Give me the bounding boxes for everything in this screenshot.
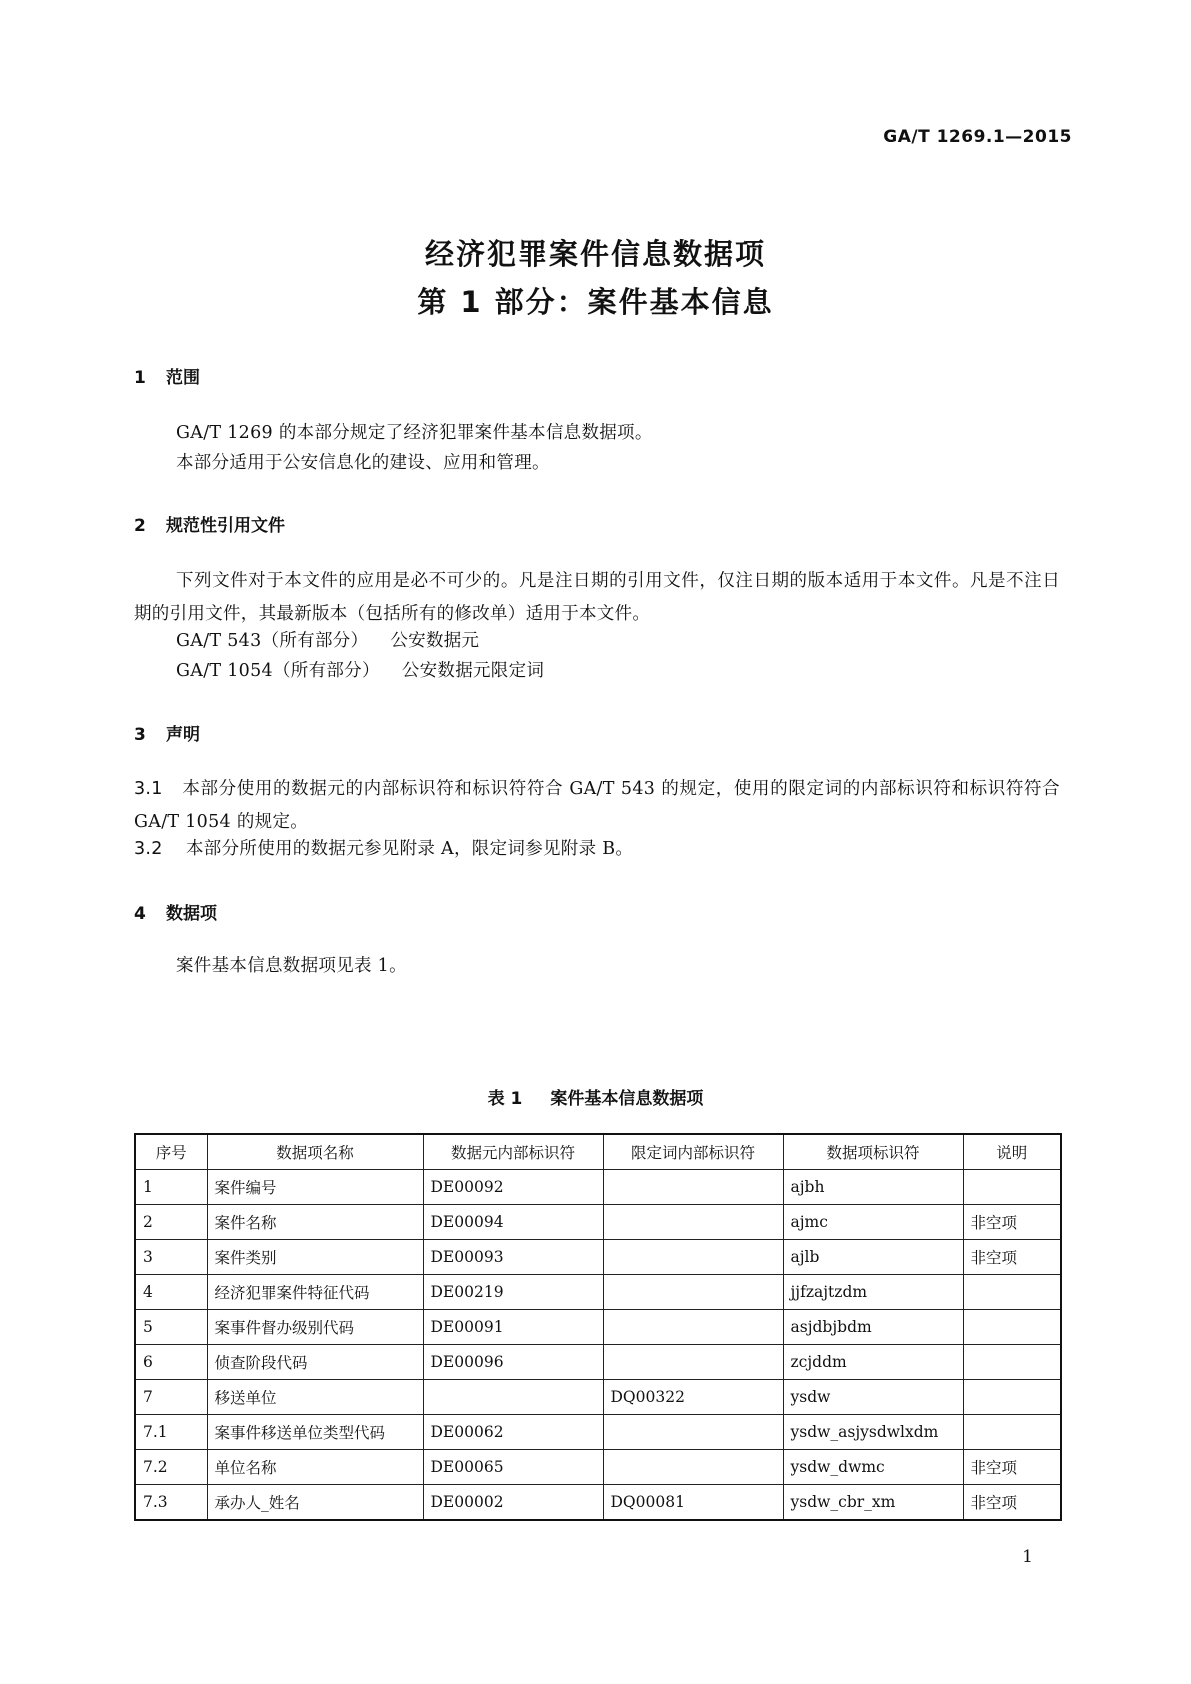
section-heading-data-items xyxy=(134,899,217,924)
declaration-clause-1 xyxy=(134,773,1060,839)
cell-id: ajlb xyxy=(783,1240,963,1275)
table-caption xyxy=(0,1084,1191,1109)
cell-seq: 5 xyxy=(135,1310,207,1345)
cell-name: 案事件督办级别代码 xyxy=(207,1310,423,1345)
section-title: 规范性引用文件 xyxy=(166,516,285,536)
cell-name: 案件类别 xyxy=(207,1240,423,1275)
cell-de: DE00093 xyxy=(423,1240,603,1275)
cell-note: 非空项 xyxy=(963,1205,1061,1240)
standard-code: GA/T 1269.1—2015 xyxy=(883,127,1072,147)
cell-seq: 4 xyxy=(135,1275,207,1310)
table-row xyxy=(135,1170,1061,1205)
clause-number: 3.1 xyxy=(134,779,163,799)
cell-id: ysdw_cbr_xm xyxy=(783,1485,963,1521)
cell-dq xyxy=(603,1345,783,1380)
section-number: 2 xyxy=(134,516,146,536)
column-header: 序号 xyxy=(135,1134,207,1170)
table-header-row xyxy=(135,1134,1061,1170)
cell-id: ajbh xyxy=(783,1170,963,1205)
normative-reference xyxy=(176,655,544,688)
table-row xyxy=(135,1240,1061,1275)
clause-text: 本部分使用的数据元的内部标识符和标识符符合 GA/T 543 的规定，使用的限定词的内部标识符和标识符符合 GA/T 1054 的规定。 xyxy=(134,779,1060,832)
cell-id: ysdw xyxy=(783,1380,963,1415)
cell-dq xyxy=(603,1310,783,1345)
cell-id: ajmc xyxy=(783,1205,963,1240)
table-caption-label: 表 1 xyxy=(487,1089,523,1109)
cell-id: ysdw_asjysdwlxdm xyxy=(783,1415,963,1450)
reference-code: GA/T 1054（所有部分） xyxy=(176,661,380,681)
table-row xyxy=(135,1205,1061,1240)
column-header: 数据元内部标识符 xyxy=(423,1134,603,1170)
cell-id: asjdbjbdm xyxy=(783,1310,963,1345)
cell-seq: 3 xyxy=(135,1240,207,1275)
table-row xyxy=(135,1415,1061,1450)
cell-seq: 7.1 xyxy=(135,1415,207,1450)
section-heading-normative xyxy=(134,511,285,536)
document-subtitle: 第 1 部分：案件基本信息 xyxy=(417,285,774,319)
normative-reference xyxy=(176,625,479,658)
cell-note: 非空项 xyxy=(963,1450,1061,1485)
cell-de xyxy=(423,1380,603,1415)
section-heading-scope xyxy=(134,363,200,388)
table-row xyxy=(135,1310,1061,1345)
cell-de: DE00002 xyxy=(423,1485,603,1521)
scope-paragraph-2: 本部分适用于公安信息化的建设、应用和管理。 xyxy=(176,453,550,473)
cell-name: 案事件移送单位类型代码 xyxy=(207,1415,423,1450)
cell-de: DE00094 xyxy=(423,1205,603,1240)
cell-dq: DQ00322 xyxy=(603,1380,783,1415)
reference-title: 公安数据元限定词 xyxy=(401,661,545,681)
cell-seq: 7.2 xyxy=(135,1450,207,1485)
section-number: 1 xyxy=(134,368,146,388)
cell-id: zcjddm xyxy=(783,1345,963,1380)
column-header: 数据项标识符 xyxy=(783,1134,963,1170)
cell-name: 侦查阶段代码 xyxy=(207,1345,423,1380)
cell-de: DE00219 xyxy=(423,1275,603,1310)
cell-dq xyxy=(603,1275,783,1310)
table-row xyxy=(135,1450,1061,1485)
cell-seq: 1 xyxy=(135,1170,207,1205)
table-caption-title: 案件基本信息数据项 xyxy=(550,1089,704,1109)
reference-code: GA/T 543（所有部分） xyxy=(176,631,369,651)
section-title: 数据项 xyxy=(166,904,217,924)
column-header: 数据项名称 xyxy=(207,1134,423,1170)
declaration-clause-2 xyxy=(134,833,633,866)
data-items-intro: 案件基本信息数据项见表 1。 xyxy=(176,956,407,976)
cell-dq xyxy=(603,1170,783,1205)
cell-dq xyxy=(603,1415,783,1450)
cell-id: jjfzajtzdm xyxy=(783,1275,963,1310)
cell-de: DE00096 xyxy=(423,1345,603,1380)
data-items-table xyxy=(134,1133,1062,1521)
table-row xyxy=(135,1485,1061,1521)
cell-seq: 7 xyxy=(135,1380,207,1415)
cell-name: 移送单位 xyxy=(207,1380,423,1415)
normative-intro: 下列文件对于本文件的应用是必不可少的。凡是注日期的引用文件，仅注日期的版本适用于本文件。凡是不注日期的引用文件，其最新版本（包括所有的修改单）适用于本文件。 xyxy=(134,571,1060,624)
cell-name: 案件编号 xyxy=(207,1170,423,1205)
scope-paragraph-1: GA/T 1269 的本部分规定了经济犯罪案件基本信息数据项。 xyxy=(176,423,653,443)
cell-name: 单位名称 xyxy=(207,1450,423,1485)
section-title: 声明 xyxy=(166,725,200,745)
cell-dq xyxy=(603,1450,783,1485)
cell-seq: 2 xyxy=(135,1205,207,1240)
cell-seq: 7.3 xyxy=(135,1485,207,1521)
cell-name: 承办人_姓名 xyxy=(207,1485,423,1521)
reference-title: 公安数据元 xyxy=(390,631,480,651)
cell-de: DE00092 xyxy=(423,1170,603,1205)
cell-id: ysdw_dwmc xyxy=(783,1450,963,1485)
cell-dq: DQ00081 xyxy=(603,1485,783,1521)
section-heading-declaration xyxy=(134,720,200,745)
cell-note xyxy=(963,1380,1061,1415)
cell-dq xyxy=(603,1240,783,1275)
cell-note: 非空项 xyxy=(963,1240,1061,1275)
cell-de: DE00091 xyxy=(423,1310,603,1345)
cell-note xyxy=(963,1345,1061,1380)
cell-de: DE00062 xyxy=(423,1415,603,1450)
table-row xyxy=(135,1380,1061,1415)
cell-note xyxy=(963,1170,1061,1205)
clause-text: 本部分所使用的数据元参见附录 A，限定词参见附录 B。 xyxy=(186,839,634,859)
table-row xyxy=(135,1345,1061,1380)
cell-name: 经济犯罪案件特征代码 xyxy=(207,1275,423,1310)
cell-name: 案件名称 xyxy=(207,1205,423,1240)
cell-note xyxy=(963,1310,1061,1345)
cell-note xyxy=(963,1415,1061,1450)
page-number: 1 xyxy=(1022,1547,1033,1567)
table-row xyxy=(135,1275,1061,1310)
section-number: 3 xyxy=(134,725,146,745)
column-header: 限定词内部标识符 xyxy=(603,1134,783,1170)
section-title: 范围 xyxy=(166,368,200,388)
document-title: 经济犯罪案件信息数据项 xyxy=(424,237,766,271)
cell-seq: 6 xyxy=(135,1345,207,1380)
section-number: 4 xyxy=(134,904,146,924)
column-header: 说明 xyxy=(963,1134,1061,1170)
cell-note xyxy=(963,1275,1061,1310)
cell-dq xyxy=(603,1205,783,1240)
cell-de: DE00065 xyxy=(423,1450,603,1485)
clause-number: 3.2 xyxy=(134,839,163,859)
cell-note: 非空项 xyxy=(963,1485,1061,1521)
